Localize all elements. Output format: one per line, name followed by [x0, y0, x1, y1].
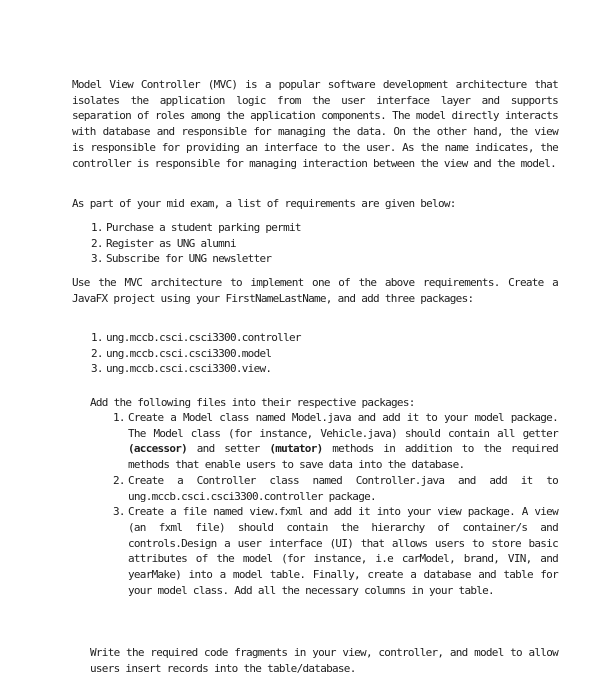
- requirements-list: [91, 220, 526, 267]
- closing-paragraph: Write the required code fragments in your view, controller, and model to allow users insert records into the table/database.: [90, 646, 558, 675]
- files-list: [113, 410, 558, 598]
- list-item: 2. Create a Controller class named Controller.java and add it to ung.mccb.csci.csci3300.controller package.: [113, 473, 558, 503]
- list-item: 1. Create a Model class named Model.java and add it to your model package. The Model class (for instance, Vehicle.java) should contain all getter (accessor) and setter (mutator) methods in addition to the required methods that enable users to save data into the database.: [113, 411, 558, 472]
- files-intro: Add the following files into their respective packages:: [90, 396, 415, 409]
- requirements-intro: As part of your mid exam, a list of requirements are given below:: [72, 197, 456, 210]
- list-item: 3. Subscribe for UNG newsletter: [91, 252, 272, 266]
- list-item: 1. ung.mccb.csci.csci3300.controller: [91, 331, 301, 344]
- list-item: 3. Create a file named view.fxml and add it into your view package. A view (an fxml file) should contain the hierarchy of container/s and controls.Design a user interface (UI) that allows users to store basic attributes of the model (for instance, i.e carModel, brand, VIN, and yearMake) into a model table. Finally, create a database and table for your model class. Add all the necessary columns in your table.: [113, 505, 558, 597]
- list-item: 1. Purchase a student parking permit: [91, 221, 301, 234]
- task-intro-paragraph: Use the MVC architecture to implement one of the above requirements. Create a JavaFX project using your FirstNameLastName, and add three packages:: [72, 276, 558, 305]
- list-item: 2. ung.mccb.csci.csci3300.model: [91, 346, 272, 360]
- packages-list: [91, 330, 526, 377]
- list-item: 2. Register as UNG alumni: [91, 236, 236, 250]
- mutator-term: (mutator): [269, 442, 323, 456]
- accessor-term: (accessor): [128, 442, 188, 456]
- intro-paragraph: Model View Controller (MVC) is a popular software development architecture that isolates the application logic from the user interface layer and supports separation of roles among the application components. The model directly interacts with database and responsible for managing the data. On the other hand, the view is responsible for providing an interface to the user. As the name indicates, the controller is responsible for managing interaction between the view and the model.: [72, 78, 558, 170]
- list-item: 3. ung.mccb.csci.csci3300.view.: [91, 362, 272, 376]
